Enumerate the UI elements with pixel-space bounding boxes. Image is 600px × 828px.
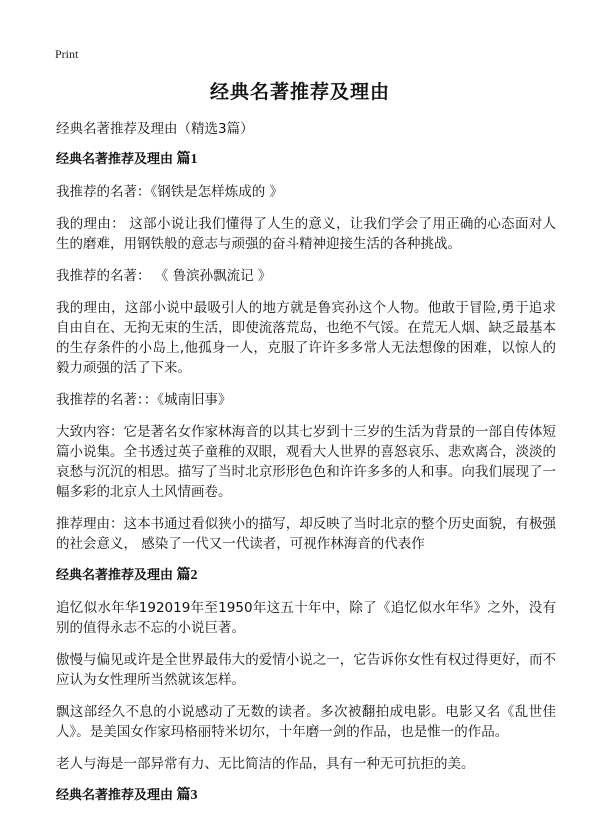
paragraph: 飘这部经久不息的小说感动了无数的读者。多次被翻拍成电影。电影又名《乱世佳人》。是美国女作家玛格丽特米切尔，十年磨一剑的作品，也是惟一的作品。 (56, 704, 556, 740)
paragraph: 追忆似水年华192019年至1950年这五十年中，除了《追忆似水年华》之外，没有别的值得永志不忘的小说巨著。 (56, 600, 556, 636)
section-1 (56, 150, 556, 554)
article-body (56, 119, 556, 818)
recommendation-reason: 我的理由，这部小说中最吸引人的地方就是鲁宾孙这个人物。他敢于冒险,勇于追求自由自在、无拘无束的生活，即使流落荒岛，也绝不气馁。在荒无人烟、缺乏最基本的生存条件的小岛上,他孤身一人，克服了许许多多常人无法想像的困难，以惊人的毅力顽强的活了下来。 (56, 300, 556, 376)
page-title: 经典名著推荐及理由 (209, 81, 390, 103)
section-heading-number: 篇3 (176, 788, 198, 803)
recommended-book: 我推荐的名著： 《 鲁滨孙飘流记 》 (56, 268, 272, 284)
section-2 (56, 566, 556, 774)
section-heading (56, 566, 556, 586)
section-heading-text: 经典名著推荐及理由 (56, 568, 174, 583)
print-link[interactable]: Print (55, 47, 79, 61)
recommended-book: 我推荐的名著：：《城南旧事》 (56, 392, 232, 408)
section-heading-text: 经典名著推荐及理由 (56, 788, 174, 803)
section-3 (56, 786, 556, 806)
recommended-book: 我推荐的名著：《钢铁是怎样炼成的 》 (56, 184, 284, 200)
section-heading (56, 150, 556, 170)
section-heading-text: 经典名著推荐及理由 (56, 152, 174, 167)
recommendation-reason: 我的理由： 这部小说让我们懂得了人生的意义，让我们学会了用正确的心态面对人生的磨难，用钢铁般的意志与顽强的奋斗精神迎接生活的各种挑战。 (56, 216, 556, 252)
article-subtitle: 经典名著推荐及理由（精选3篇） (56, 121, 254, 137)
book-summary: 大致内容：它是著名女作家林海音的以其七岁到十三岁的生活为背景的一部自传体短篇小说集。全书透过英子童稚的双眼，观看大人世界的喜怒哀乐、悲欢离合，淡淡的哀愁与沉沉的相思。描写了当时北京形形色色和许许多多的人和事。向我们展现了一幅多彩的北京人土风情画卷。 (56, 424, 556, 500)
section-heading (56, 786, 556, 806)
section-heading-number: 篇2 (176, 568, 198, 583)
paragraph: 傲慢与偏见或许是全世界最伟大的爱情小说之一，它告诉你女性有权过得更好，而不应认为女性理所当然就该怎样。 (56, 652, 556, 688)
recommendation-reason: 推荐理由：这本书通过看似狭小的描写，却反映了当时北京的整个历史面貌，有极强的社会意义， 感染了一代又一代读者，可视作林海音的代表作 (56, 516, 556, 552)
paragraph: 老人与海是一部异常有力、无比简洁的作品，具有一种无可抗拒的美。 (56, 756, 475, 772)
section-heading-number: 篇1 (176, 152, 198, 167)
